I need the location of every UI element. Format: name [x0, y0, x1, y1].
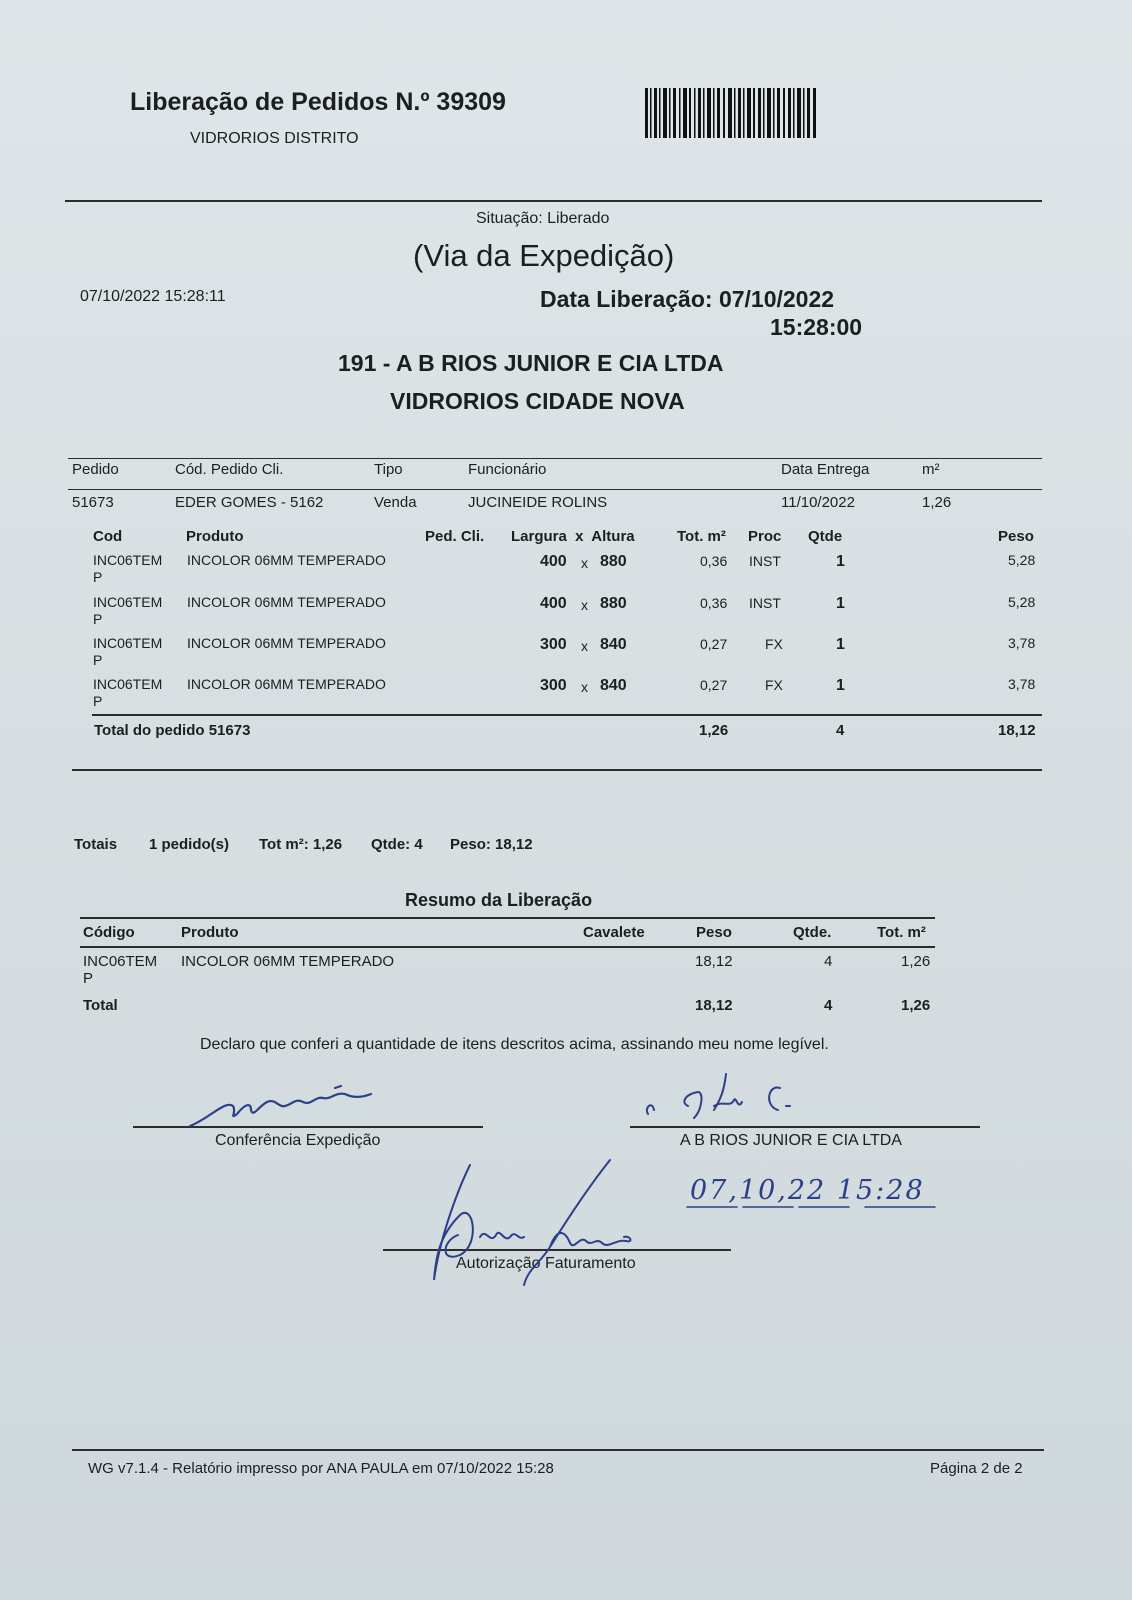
divider — [72, 769, 1042, 771]
col-header-tipo: Tipo — [374, 461, 403, 478]
item-header-peso: Peso — [998, 528, 1034, 545]
order-total-m2: 1,26 — [699, 722, 729, 739]
col-header-cod-pedido-cli: Cód. Pedido Cli. — [175, 461, 284, 478]
hora-liberacao: 15:28:00 — [770, 314, 863, 340]
signature-autorizacao-icon — [420, 1155, 660, 1295]
item-tot-m2: 0,36 — [700, 595, 728, 611]
item-qtde: 1 — [836, 677, 845, 694]
barcode-icon — [645, 88, 817, 138]
item-peso: 5,28 — [1008, 594, 1036, 610]
resumo-header-peso: Peso — [696, 924, 732, 941]
item-cod: INC06TEM — [93, 594, 163, 610]
resumo-total-m2: 1,26 — [901, 997, 931, 1014]
item-qtde: 1 — [836, 553, 845, 570]
signature-cliente-icon — [640, 1070, 820, 1130]
col-header-funcionario: Funcionário — [468, 461, 547, 478]
document-title: Liberação de Pedidos N.º 39309 — [130, 88, 506, 116]
totais-label: Totais — [74, 836, 118, 853]
resumo-total-peso: 18,12 — [695, 997, 733, 1014]
item-header-qtde: Qtde — [808, 528, 843, 545]
item-peso: 3,78 — [1008, 635, 1036, 651]
item-times: x — [581, 597, 588, 613]
item-times: x — [581, 679, 588, 695]
client-name: 191 - A B RIOS JUNIOR E CIA LTDA — [338, 350, 724, 376]
resumo-peso: 18,12 — [695, 953, 733, 970]
resumo-produto: INCOLOR 06MM TEMPERADO — [181, 953, 395, 970]
item-header-ped-cli: Ped. Cli. — [425, 528, 485, 545]
resumo-header-cavalete: Cavalete — [583, 924, 645, 941]
client-store: VIDRORIOS CIDADE NOVA — [390, 388, 685, 414]
resumo-header-codigo: Código — [83, 924, 135, 941]
item-header-proc: Proc — [748, 528, 782, 545]
totais-qtde: Qtde: 4 — [371, 836, 423, 853]
order-pedido: 51673 — [72, 494, 114, 511]
via-expedicao: (Via da Expedição) — [413, 238, 675, 273]
divider — [80, 946, 935, 948]
item-times: x — [581, 555, 588, 571]
order-funcionario: JUCINEIDE ROLINS — [468, 494, 608, 511]
item-largura: 300 — [540, 636, 567, 653]
item-peso: 5,28 — [1008, 552, 1036, 568]
handwritten-underline-icon — [685, 1203, 965, 1211]
item-produto: INCOLOR 06MM TEMPERADO — [187, 594, 386, 610]
resumo-total-qtde: 4 — [824, 997, 833, 1014]
item-largura: 300 — [540, 677, 567, 694]
order-cod-pedido-cli: EDER GOMES - 5162 — [175, 494, 324, 511]
item-header-largura-altura: Largura x Altura — [511, 528, 635, 545]
divider — [65, 200, 1042, 202]
item-proc: INST — [749, 595, 781, 611]
resumo-codigo: INC06TEM — [83, 953, 158, 970]
item-cod-cont: P — [93, 652, 103, 668]
print-datetime: 07/10/2022 15:28:11 — [80, 288, 226, 305]
signature-conferencia-icon — [185, 1078, 395, 1130]
item-cod-cont: P — [93, 693, 103, 709]
resumo-qtde: 4 — [824, 953, 833, 970]
item-cod-cont: P — [93, 569, 103, 585]
order-total-peso: 18,12 — [998, 722, 1036, 739]
totais-peso: Peso: 18,12 — [450, 836, 533, 853]
item-qtde: 1 — [836, 595, 845, 612]
resumo-codigo-cont: P — [83, 970, 94, 987]
divider — [68, 489, 1042, 490]
divider — [80, 917, 935, 919]
signature-label-autorizacao: Autorização Faturamento — [456, 1255, 636, 1272]
item-largura: 400 — [540, 553, 567, 570]
resumo-header-qtde: Qtde. — [793, 924, 832, 941]
data-liberacao: Data Liberação: 07/10/2022 — [540, 286, 835, 312]
item-cod-cont: P — [93, 611, 103, 627]
item-proc: INST — [749, 553, 781, 569]
resumo-tot-m2: 1,26 — [901, 953, 931, 970]
item-proc: FX — [765, 636, 783, 652]
item-header-produto: Produto — [186, 528, 244, 545]
item-header-cod: Cod — [93, 528, 123, 545]
item-tot-m2: 0,27 — [700, 636, 728, 652]
declaration-text: Declaro que conferi a quantidade de itens descritos acima, assinando meu nome legível. — [200, 1036, 829, 1053]
order-total-label: Total do pedido 51673 — [94, 722, 251, 739]
item-altura: 880 — [600, 595, 627, 612]
footer-printed-by: WG v7.1.4 - Relatório impresso por ANA PAULA em 07/10/2022 15:28 — [88, 1460, 554, 1477]
resumo-header-tot-m2: Tot. m² — [877, 924, 926, 941]
order-data-entrega: 11/10/2022 — [781, 494, 855, 511]
divider — [68, 458, 1042, 459]
item-tot-m2: 0,36 — [700, 553, 728, 569]
divider — [92, 714, 1042, 716]
item-proc: FX — [765, 677, 783, 693]
item-cod: INC06TEM — [93, 635, 163, 651]
item-times: x — [581, 638, 588, 654]
resumo-total-label: Total — [83, 997, 118, 1014]
item-produto: INCOLOR 06MM TEMPERADO — [187, 676, 386, 692]
item-altura: 880 — [600, 553, 627, 570]
order-m2: 1,26 — [922, 494, 952, 511]
item-largura: 400 — [540, 595, 567, 612]
signature-label-conferencia: Conferência Expedição — [215, 1132, 381, 1149]
item-header-tot-m2: Tot. m² — [677, 528, 726, 545]
item-cod: INC06TEM — [93, 676, 163, 692]
signature-label-cliente: A B RIOS JUNIOR E CIA LTDA — [680, 1132, 902, 1149]
divider — [72, 1449, 1044, 1451]
resumo-header-produto: Produto — [181, 924, 239, 941]
totais-pedidos: 1 pedido(s) — [149, 836, 230, 853]
item-produto: INCOLOR 06MM TEMPERADO — [187, 635, 386, 651]
company-name: VIDRORIOS DISTRITO — [190, 130, 359, 147]
footer-page-number: Página 2 de 2 — [930, 1460, 1023, 1477]
item-produto: INCOLOR 06MM TEMPERADO — [187, 552, 386, 568]
order-tipo: Venda — [374, 494, 417, 511]
item-altura: 840 — [600, 677, 627, 694]
totais-m2: Tot m²: 1,26 — [259, 836, 343, 853]
handwritten-datetime: 07,10,22 15:28 — [690, 1175, 925, 1206]
item-qtde: 1 — [836, 636, 845, 653]
status-situacao: Situação: Liberado — [476, 210, 610, 227]
item-cod: INC06TEM — [93, 552, 163, 568]
item-altura: 840 — [600, 636, 627, 653]
order-total-qtde: 4 — [836, 722, 845, 739]
col-header-data-entrega: Data Entrega — [781, 461, 870, 478]
col-header-m2: m² — [922, 461, 940, 478]
item-peso: 3,78 — [1008, 676, 1036, 692]
col-header-pedido: Pedido — [72, 461, 119, 478]
resumo-title: Resumo da Liberação — [405, 890, 593, 910]
item-tot-m2: 0,27 — [700, 677, 728, 693]
